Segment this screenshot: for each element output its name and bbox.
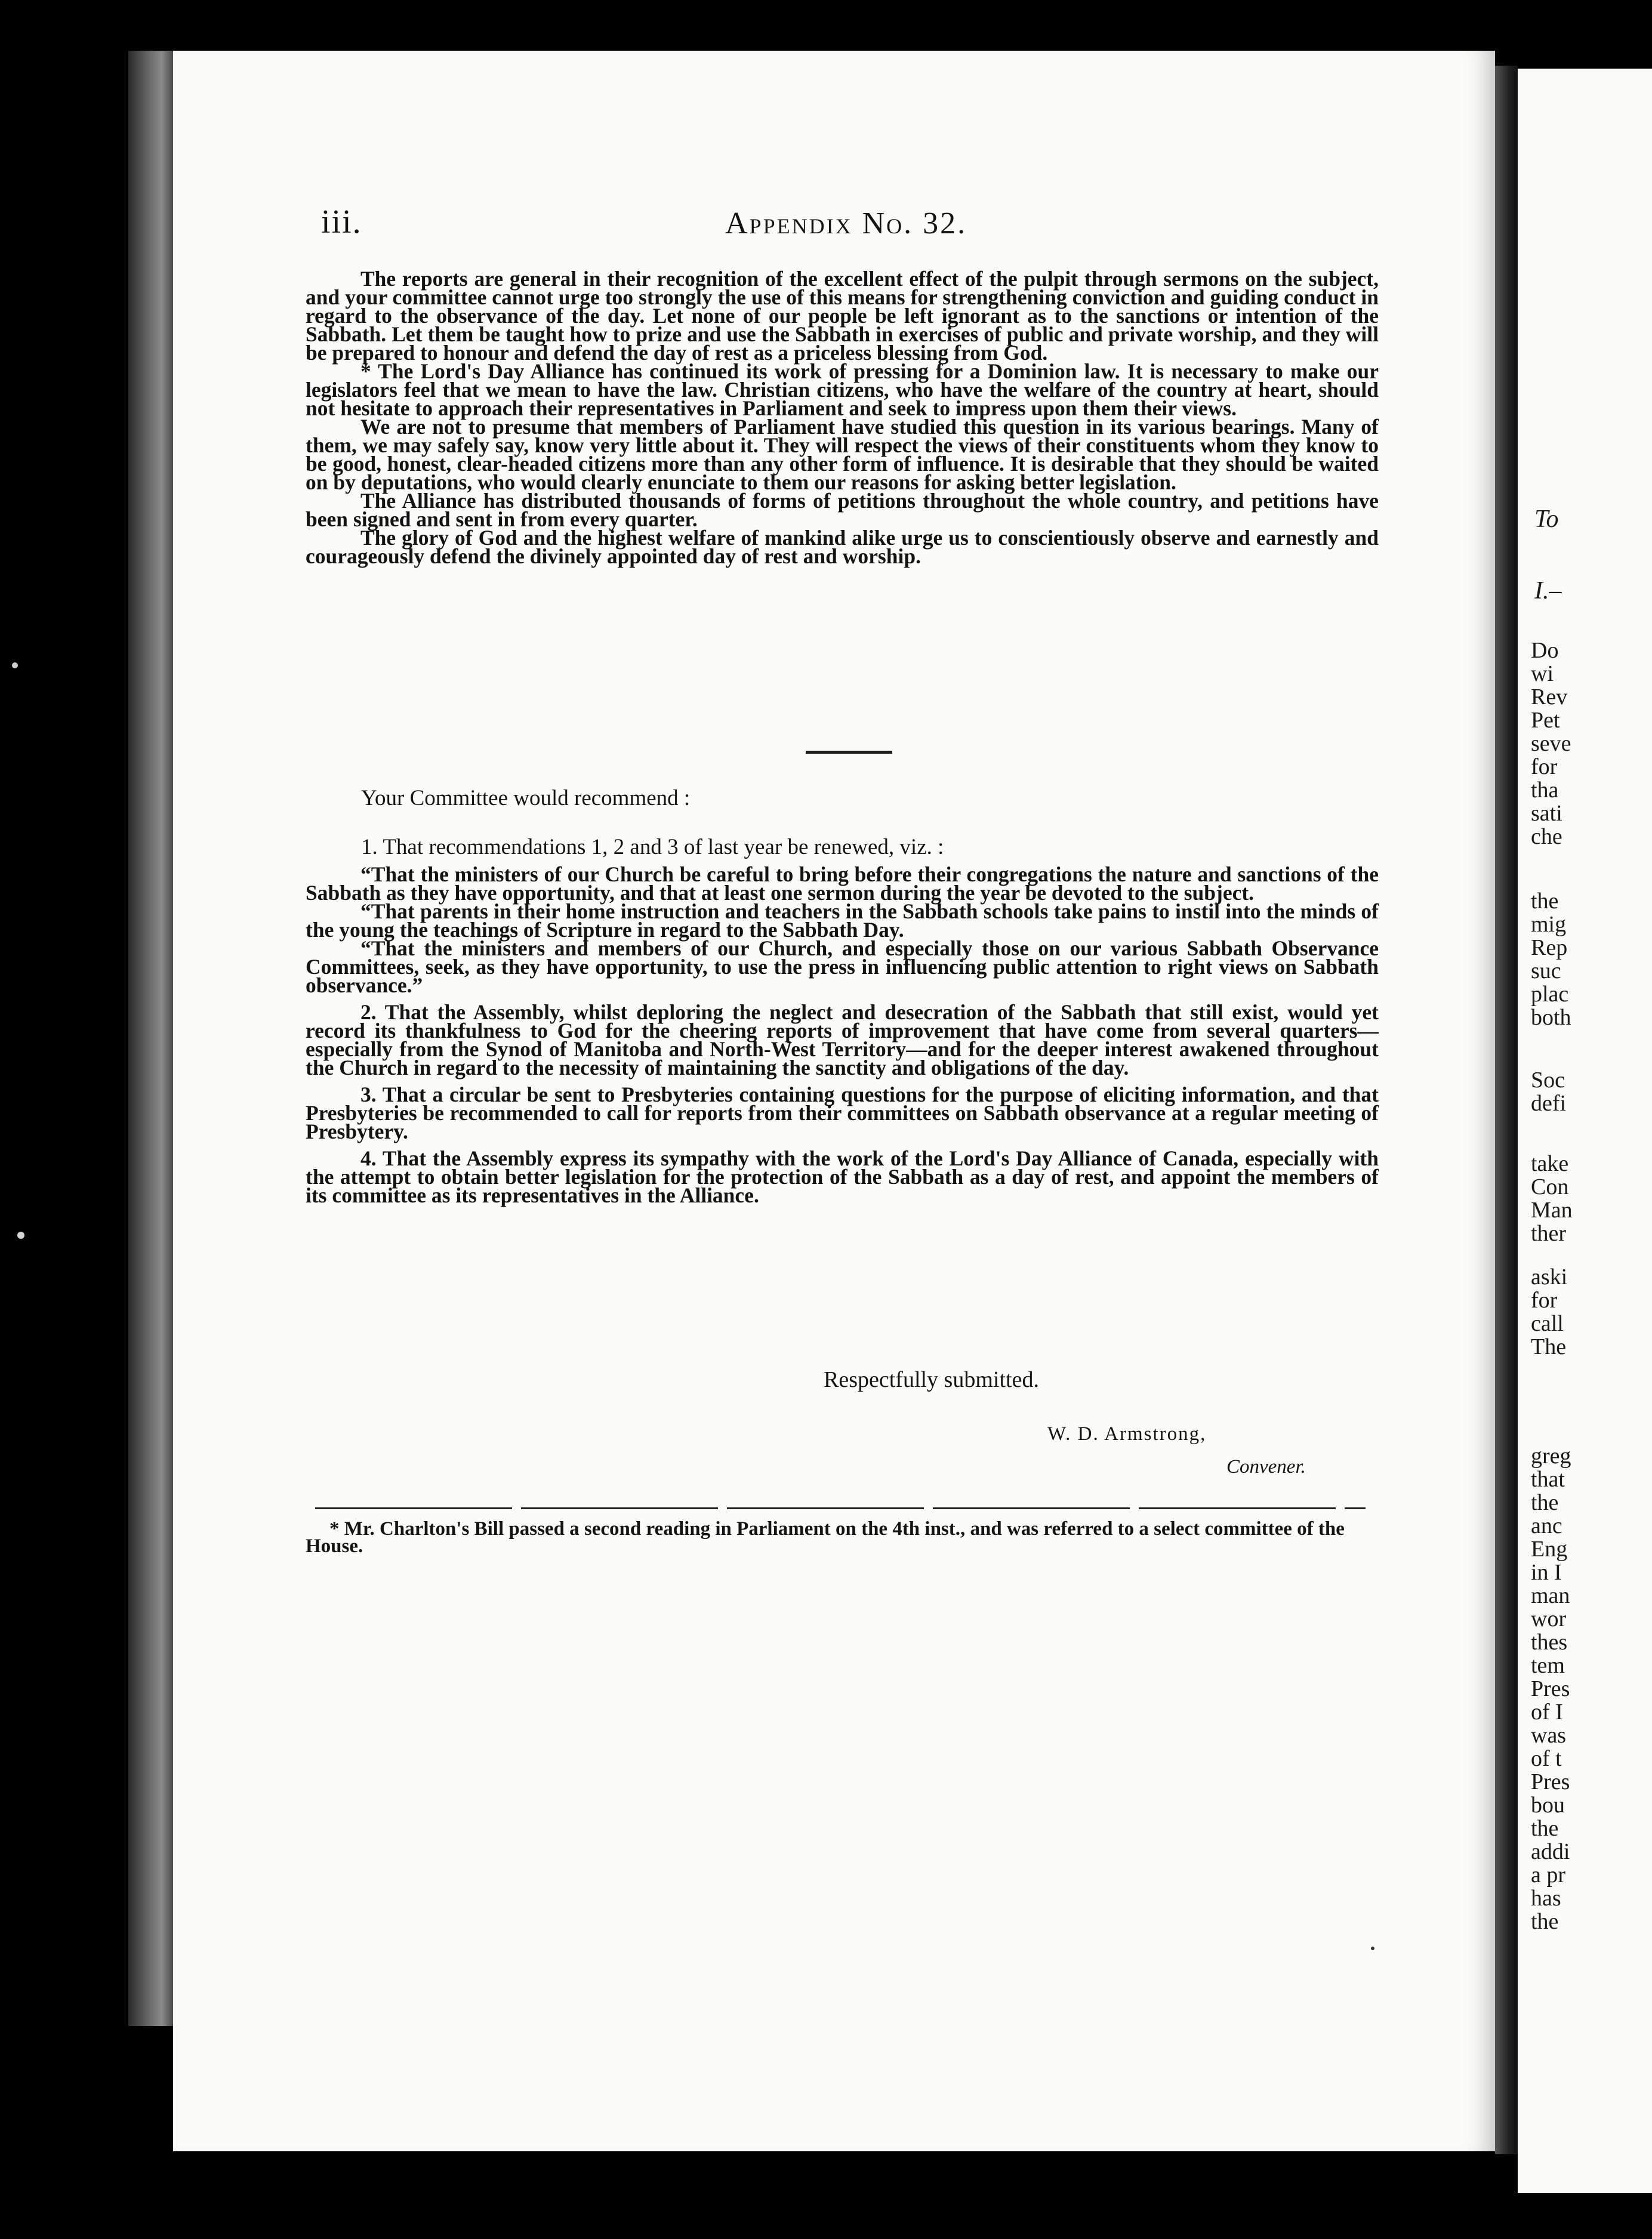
adjacent-page-text-fragment: Man — [1531, 1198, 1573, 1223]
quoted-recommendation: “That the ministers of our Church be careful to bring before their congregations the nature and sanctions of the Sabbath as they have opportunity, and that at least one sermon during the year be devoted to the subject. — [306, 862, 1379, 905]
adjacent-page-text-fragment: Con — [1531, 1174, 1569, 1199]
adjacent-page-text-fragment: I.– — [1534, 577, 1562, 605]
adjacent-page-text-fragment: the — [1531, 889, 1559, 914]
adjacent-page-text-fragment: che — [1531, 824, 1562, 849]
adjacent-page-text-fragment: Pet — [1531, 708, 1560, 733]
adjacent-page-text-fragment: for — [1531, 754, 1558, 779]
adjacent-page-text-fragment: the — [1531, 1490, 1559, 1515]
adjacent-page-text-fragment: plac — [1531, 982, 1569, 1007]
adjacent-page-text-fragment: both — [1531, 1005, 1571, 1030]
closing-line: Respectfully submitted. — [824, 1367, 1039, 1392]
page-gutter — [1495, 66, 1518, 2154]
adjacent-page-text-fragment: To — [1534, 505, 1559, 533]
adjacent-page-text-fragment: man — [1531, 1583, 1570, 1608]
adjacent-page-text-fragment: tem — [1531, 1653, 1565, 1678]
adjacent-page-text-fragment: has — [1531, 1886, 1561, 1911]
recommendations-intro: Your Committee would recommend : — [361, 786, 691, 810]
adjacent-page-text-fragment: bou — [1531, 1793, 1565, 1818]
adjacent-page-text-fragment: wor — [1531, 1606, 1567, 1632]
paragraph: The reports are general in their recognition of the excellent effect of the pulpit through sermons on the subject, and your committee cannot urge too strongly the use of this means for strengthening conviction and guiding conduct in regard to the observance of the day. Let none of our people be left ignorant as to the sanctions or intention of the Sabbath. Let them be taught how to prize and use the Sabbath in exercises of public and private worship, and they will be prepared to honour and defend the day of rest as a priceless blessing from God. — [306, 267, 1379, 365]
adjacent-page-text-fragment: aski — [1531, 1265, 1568, 1290]
recommendation-1: 1. That recommendations 1, 2 and 3 of last year be renewed, viz. : — [361, 835, 944, 859]
signer-name: W. D. Armstrong, — [1047, 1423, 1207, 1445]
adjacent-page-text-fragment: mig — [1531, 912, 1567, 937]
quoted-recommendation: “That the ministers and members of our Church, and especially those on our various Sabbath Observance Committees, seek, as they have opportunity, to use the press in influencing public attention to right views on Sabbath observance.” — [306, 936, 1379, 997]
adjacent-page-text-fragment: Pres — [1531, 1676, 1570, 1701]
quoted-recommendation: “That parents in their home instruction and teachers in the Sabbath schools take pains to instil into the minds of the young the teachings of Scripture in regard to the Sabbath Day. — [306, 899, 1379, 942]
adjacent-page-text-fragment: suc — [1531, 958, 1561, 983]
adjacent-page-text-fragment: thes — [1531, 1630, 1568, 1655]
adjacent-page-text-fragment: greg — [1531, 1444, 1571, 1469]
adjacent-page-text-fragment: tha — [1531, 778, 1559, 803]
adjacent-page-text-fragment: for — [1531, 1288, 1558, 1313]
adjacent-page-text-fragment: seve — [1531, 731, 1571, 756]
recommendations-list — [306, 862, 1379, 1213]
report-body — [306, 267, 1379, 568]
adjacent-page-text-fragment: Rev — [1531, 684, 1568, 710]
adjacent-page-text-fragment: of I — [1531, 1700, 1563, 1725]
recommendation-4: 4. That the Assembly express its sympathy with the work of the Lord's Day Alliance of Canada, especially with the attempt to obtain better legislation for the protection of the Sabbath as a day of rest, and appoint the members of its committee as its representatives in the Alliance. — [306, 1146, 1379, 1207]
adjacent-page-text-fragment: Eng — [1531, 1537, 1568, 1562]
footnote-rule — [315, 1507, 1366, 1509]
signer-role: Convener. — [1226, 1456, 1306, 1478]
adjacent-page-text-fragment: call — [1531, 1311, 1564, 1336]
page-number: iii. — [321, 203, 362, 240]
adjacent-page-text-fragment: addi — [1531, 1839, 1570, 1864]
recommendation-2: 2. That the Assembly, whilst deploring the neglect and desecration of the Sabbath that still exist, would yet record its thankfulness to God for the cheering reports of improvement that have come from several quarters—especially from the Synod of Manitoba and North-West Territory—and for the deeper interest awakened throughout the Church in regard to the necessity of maintaining the sanctity and obligations of the day. — [306, 1000, 1379, 1080]
paragraph: * The Lord's Day Alliance has continued its work of pressing for a Dominion law. It is necessary to make our legislators feel that we mean to have the law. Christian citizens, who have the welfare of the country at heart, should not hesitate to approach their representatives in Parliament and seek to impress upon them their views. — [306, 359, 1379, 420]
adjacent-page-text-fragment: sati — [1531, 801, 1562, 826]
adjacent-page-text-fragment: a pr — [1531, 1862, 1566, 1888]
adjacent-page-text-fragment: of t — [1531, 1746, 1562, 1771]
adjacent-page-text-fragment: anc — [1531, 1513, 1562, 1538]
adjacent-page-text-fragment: Rep — [1531, 935, 1568, 960]
adjacent-page-text-fragment: the — [1531, 1816, 1559, 1841]
section-divider — [806, 751, 892, 754]
adjacent-page-text-fragment: defi — [1531, 1091, 1567, 1116]
adjacent-page-text-fragment: Soc — [1531, 1068, 1565, 1093]
adjacent-page-text-fragment: Pres — [1531, 1769, 1570, 1794]
adjacent-page-text-fragment: ther — [1531, 1221, 1567, 1246]
adjacent-page-text-fragment: take — [1531, 1151, 1569, 1176]
adjacent-page — [1518, 69, 1652, 2193]
running-head: Appendix No. 32. — [725, 206, 967, 240]
paragraph: The Alliance has distributed thousands of forms of petitions throughout the whole country, and petitions have been signed and sent in from every quarter. — [306, 489, 1379, 531]
adjacent-page-text-fragment: wi — [1531, 661, 1554, 686]
adjacent-page-text-fragment: was — [1531, 1723, 1567, 1748]
paragraph: We are not to presume that members of Parliament have studied this question in its various bearings. Many of them, we may safely say, know very little about it. They will respect the views of their constituents whom they know to be good, honest, clear-headed citizens more than any other form of influence. It is desirable that they should be waited on by deputations, who would clearly enunciate to them our reasons for asking better legislation. — [306, 415, 1379, 494]
paragraph: The glory of God and the highest welfare of mankind alike urge us to conscientiously observe and earnestly and courageously defend the divinely appointed day of rest and worship. — [306, 526, 1379, 568]
adjacent-page-text-fragment: the — [1531, 1909, 1559, 1934]
footnote: * Mr. Charlton's Bill passed a second reading in Parliament on the 4th inst., and was referred to a select committee of the House. — [306, 1518, 1345, 1557]
recommendation-3: 3. That a circular be sent to Presbyteries containing questions for the purpose of eliciting information, and that Presbyteries be recommended to call for reports from their committees on Sabbath observance at a regular meeting of Presbytery. — [306, 1083, 1379, 1143]
adjacent-page-text-fragment: that — [1531, 1467, 1565, 1492]
adjacent-page-text-fragment: The — [1531, 1334, 1567, 1359]
adjacent-page-text-fragment: in I — [1531, 1560, 1562, 1585]
book-spine-edge — [128, 51, 176, 2026]
adjacent-page-text-fragment: Do — [1531, 638, 1559, 663]
